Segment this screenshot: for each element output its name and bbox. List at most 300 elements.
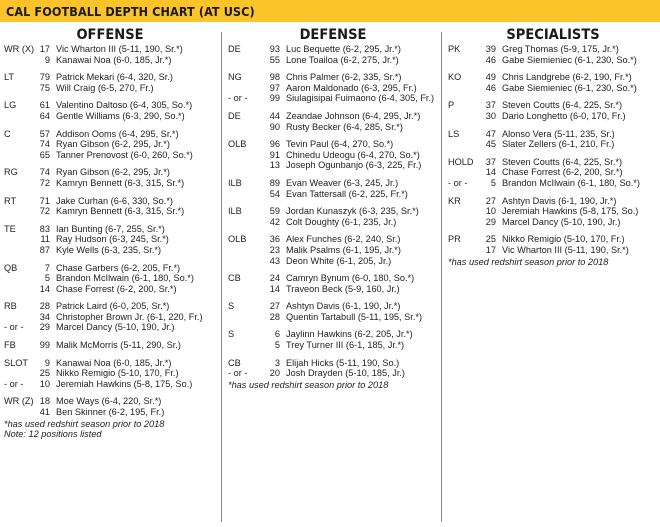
column-divider-right [441,32,442,522]
depth-row [4,273,216,284]
jersey-number: 11 [40,234,50,245]
depth-row [4,111,216,122]
jersey-number: 29 [39,322,50,333]
position-group [4,358,216,390]
player-name: Dario Longhetto (6-0, 170, Fr.) [502,110,626,121]
depth-row [4,301,216,312]
depth-row [228,55,438,66]
player-name: Jordan Kunaszyk (6-3, 235, Sr.*) [286,206,419,217]
position-group [448,157,658,189]
position-label: - or - [448,177,468,188]
jersey-number: 37 [485,156,496,167]
depth-row [448,111,658,122]
depth-row [4,379,216,390]
depth-row [448,245,658,256]
position-label [448,245,474,256]
depth-row [4,167,216,178]
position-label [448,139,474,150]
player-name: Vic Wharton III (5-11, 190, Sr.*) [502,244,629,255]
player-name: Gentle Williams (6-3, 290, So.*) [56,110,185,121]
player-name: Chris Palmer (6-2, 335, Sr.*) [286,72,402,83]
position-group [228,358,438,379]
depth-row [228,83,438,94]
position-label [4,178,32,189]
position-label [4,139,32,150]
player-name: Kanawai Noa (6-0, 185, Jr.*) [56,54,172,65]
player-name: Tevin Paul (6-4, 270, So.*) [286,139,394,150]
jersey-number: 27 [269,301,280,312]
player-name: Will Craig (6-5, 270, Fr.) [56,82,154,93]
depth-row [4,407,216,418]
position-group [228,301,438,322]
jersey-number: 13 [269,160,280,171]
depth-row [4,263,216,274]
position-label: S [228,301,235,312]
position-label [4,284,32,295]
position-label [448,167,474,178]
position-group [4,340,216,351]
position-label [4,83,32,94]
player-name: Ryan Gibson (6-2, 295, Jr.*) [56,139,170,150]
position-label: S [228,329,235,340]
position-group [228,44,438,65]
position-label: SLOT [4,357,28,368]
position-label [4,273,32,284]
position-label [228,55,258,66]
player-name: Nikko Remigio (5-10, 170, Fr.) [502,234,625,245]
position-group [448,72,658,93]
position-group [228,178,438,199]
depth-row [4,312,216,323]
player-name: Camryn Bynum (6-0, 180, So.*) [286,273,415,284]
depth-row [228,358,438,369]
depth-row [228,139,438,150]
position-label: WR (X) [4,44,35,54]
depth-row [448,55,658,66]
position-label [4,150,32,161]
player-name: Trey Turner III (6-1, 185, Jr.*) [286,340,405,351]
depth-row [4,224,216,235]
player-name: Ashtyn Davis (6-1, 190, Jr.*) [286,301,401,312]
player-name: Rusty Becker (6-4, 285, Sr.*) [286,121,403,132]
position-group [4,72,216,93]
position-label [448,55,474,66]
jersey-number: 39 [485,44,496,54]
jersey-number: 72 [39,206,50,217]
jersey-number: 98 [269,72,280,83]
jersey-number: 89 [269,177,280,188]
depth-row [4,234,216,245]
jersey-number: 14 [485,167,496,178]
depth-row [4,178,216,189]
position-label: CB [228,273,241,284]
jersey-number: 97 [269,82,280,93]
jersey-number: 65 [39,149,50,160]
jersey-number: 83 [39,223,50,234]
player-name: Josh Drayden (5-10, 185, Jr.) [286,368,405,379]
position-group [228,139,438,171]
jersey-number: 17 [485,244,496,255]
position-group [4,263,216,295]
jersey-number: 96 [269,139,280,150]
position-label: DE [228,44,241,54]
depth-row [228,111,438,122]
player-name: Chase Forrest (6-2, 200, Sr.*) [56,283,177,294]
defense-header: DEFENSE [299,27,367,43]
depth-row [4,284,216,295]
position-label: QB [4,262,18,273]
depth-row [228,273,438,284]
position-group [448,234,658,255]
jersey-number: 20 [269,368,280,379]
position-label: KO [448,72,462,83]
jersey-number: 9 [44,357,50,368]
depth-row [448,217,658,228]
jersey-number: 90 [269,121,280,132]
depth-row [4,83,216,94]
position-label: KR [448,195,461,206]
depth-row [4,196,216,207]
depth-row [4,340,216,351]
footnote: Note: 12 positions listed [4,429,102,440]
position-group [4,129,216,161]
depth-row [228,368,438,379]
player-name: Lone Toailoa (6-2, 275, Jr.*) [286,54,399,65]
position-label: NG [228,72,242,83]
depth-row [4,55,216,66]
position-label [448,111,474,122]
depth-row [228,122,438,133]
player-name: Gabe Siemieniec (6-1, 230, So.*) [502,82,637,93]
depth-row [4,129,216,140]
depth-row [4,245,216,256]
depth-row [228,217,438,228]
position-group [448,196,658,228]
jersey-number: 46 [485,54,496,65]
offense-groups [4,44,216,440]
position-label [4,407,32,418]
position-group [228,234,438,266]
position-label [228,83,258,94]
jersey-number: 64 [39,110,50,121]
player-name: Chase Garbers (6-2, 205, Fr.*) [56,262,181,273]
position-group [228,273,438,294]
depth-row [4,322,216,333]
depth-row [448,157,658,168]
player-name: Luc Bequette (6-2, 295, Jr.*) [286,44,401,54]
depth-row [448,83,658,94]
depth-row [448,44,658,55]
jersey-number: 99 [269,93,280,104]
depth-row [448,178,658,189]
player-name: Chinedu Udeogu (6-4, 270, So.*) [286,149,420,160]
player-name: Colt Doughty (6-1, 235, Jr.) [286,216,397,227]
position-label: LS [448,128,460,139]
player-name: Kyle Wells (6-3, 235, Sr.*) [56,244,162,255]
player-name: Malik McMorris (5-11, 290, Sr.) [56,340,181,351]
position-label [4,206,32,217]
jersey-number: 43 [269,255,280,266]
position-label [228,312,258,323]
player-name: Kamryn Bennett (6-3, 315, Sr.*) [56,177,185,188]
jersey-number: 30 [485,110,496,121]
player-name: Evan Weaver (6-3, 245, Jr.) [286,177,399,188]
position-label: OLB [228,234,247,245]
player-name: Jake Curhan (6-6, 330, So.*) [56,195,173,206]
position-label [228,256,258,267]
position-label [228,160,258,171]
position-label [228,122,258,133]
position-label: ILB [228,177,242,188]
title-banner [0,0,660,22]
jersey-number: 27 [485,195,496,206]
position-label [4,55,32,66]
position-group [4,301,216,333]
depth-row [228,301,438,312]
position-label: HOLD [448,156,474,167]
jersey-number: 74 [39,167,50,178]
jersey-number: 25 [39,368,50,379]
footnote: *has used redshirt season prior to 2018 [228,379,389,390]
depth-row [228,178,438,189]
offense-header: OFFENSE [76,27,144,43]
position-label: DE [228,110,241,121]
position-label [228,189,258,200]
position-group [4,224,216,256]
offense-column [4,26,216,440]
player-name: Brandon McIlwain (6-1, 180, So.*) [56,273,194,284]
jersey-number: 17 [39,44,50,54]
player-name: Malik Psalms (6-1, 195, Jr.*) [286,244,401,255]
jersey-number: 5 [44,273,50,284]
position-group [448,44,658,65]
position-group [228,72,438,104]
player-name: Jeremiah Hawkins (5-8, 175, So.) [502,206,639,217]
position-label: - or - [4,378,24,389]
player-name: Addison Ooms (6-4, 295, Sr.*) [56,128,179,139]
position-label [228,150,258,161]
position-label [448,83,474,94]
depth-row [228,189,438,200]
player-name: Marcel Dancy (5-10, 190, Jr.) [502,216,621,227]
jersey-number: 24 [269,273,280,284]
depth-row [228,44,438,55]
player-name: Greg Thomas (5-9, 175, Jr.*) [502,44,619,54]
jersey-number: 42 [269,216,280,227]
jersey-number: 93 [269,44,280,54]
depth-row [448,139,658,150]
player-name: Kanawai Noa (6-0, 185, Jr.*) [56,357,172,368]
jersey-number: 74 [39,139,50,150]
position-label [4,245,32,256]
depth-row [228,340,438,351]
player-name: Ryan Gibson (6-2, 295, Jr.*) [56,167,170,178]
player-name: Evan Tattersall (6-2, 225, Fr.*) [286,188,408,199]
position-label: C [4,128,11,139]
position-label: RG [4,167,18,178]
jersey-number: 6 [274,329,280,340]
depth-row [4,396,216,407]
footnote: *has used redshirt season prior to 2018 [4,418,165,429]
jersey-number: 10 [485,206,496,217]
position-label [4,234,32,245]
player-name: Chase Forrest (6-2, 200, Sr.*) [502,167,623,178]
jersey-number: 25 [485,234,496,245]
depth-row [228,329,438,340]
jersey-number: 3 [274,357,280,368]
jersey-number: 29 [485,216,496,227]
depth-row [228,72,438,83]
player-name: Patrick Mekari (6-4, 320, Sr.) [56,72,173,83]
jersey-number: 55 [269,54,280,65]
jersey-number: 61 [39,100,50,111]
player-name: Ray Hudson (6-3, 245, Sr.*) [56,234,169,245]
position-label: - or - [228,93,248,104]
footnote: *has used redshirt season prior to 2018 [448,256,609,267]
position-label: PK [448,44,461,54]
position-label: OLB [228,139,247,150]
depth-row [4,358,216,369]
player-name: Aaron Maldonado (6-3, 295, Fr.) [286,82,417,93]
position-label [4,111,32,122]
jersey-number: 46 [485,82,496,93]
jersey-number: 59 [269,206,280,217]
jersey-number: 72 [39,177,50,188]
position-label [228,284,258,295]
position-group [4,167,216,188]
jersey-number: 99 [39,340,50,351]
jersey-number: 91 [269,149,280,160]
jersey-number: 10 [39,378,50,389]
depth-row [448,206,658,217]
defense-groups [228,44,438,390]
player-name: Kamryn Bennett (6-3, 315, Sr.*) [56,206,185,217]
player-name: Gabe Siemieniec (6-1, 230, So.*) [502,54,637,65]
position-label: LT [4,72,15,83]
depth-row [228,150,438,161]
position-label [4,312,32,323]
jersey-number: 37 [485,100,496,111]
jersey-number: 57 [39,128,50,139]
position-group [448,100,658,121]
specialists-groups [448,44,658,267]
position-label: WR (Z) [4,396,34,407]
jersey-number: 5 [274,340,280,351]
player-name: Ian Bunting (6-7, 255, Sr.*) [56,223,165,234]
depth-row [448,129,658,140]
player-name: Steven Coutts (6-4, 225, Sr.*) [502,100,623,111]
jersey-number: 41 [39,407,50,418]
depth-row [228,93,438,104]
position-label: - or - [4,322,24,333]
jersey-number: 45 [485,139,496,150]
jersey-number: 79 [39,72,50,83]
position-group [4,100,216,121]
player-name: Nikko Remigio (5-10, 170, Fr.) [56,368,179,379]
position-group [228,111,438,132]
page-title: CAL FOOTBALL DEPTH CHART (AT USC) [6,4,255,19]
position-label [228,217,258,228]
position-label: ILB [228,206,242,217]
player-name: Traveon Beck (5-9, 160, Jr.) [286,283,400,294]
jersey-number: 5 [490,177,496,188]
position-label: PR [448,234,461,245]
position-group [228,206,438,227]
jersey-number: 9 [44,54,50,65]
depth-row [4,100,216,111]
jersey-number: 28 [269,311,280,322]
jersey-number: 54 [269,188,280,199]
jersey-number: 7 [44,262,50,273]
depth-row [448,234,658,245]
depth-row [448,196,658,207]
player-name: Jeremiah Hawkins (5-8, 175, So.) [56,378,193,389]
player-name: Valentino Daltoso (6-4, 305, So.*) [56,100,193,111]
position-label: LG [4,100,17,111]
depth-row [228,245,438,256]
jersey-number: 23 [269,244,280,255]
jersey-number: 36 [269,234,280,245]
player-name: Quentin Tartabull (5-11, 195, Sr.*) [286,311,423,322]
position-label [448,217,474,228]
column-divider-left [221,32,222,522]
depth-row [4,44,216,55]
jersey-number: 28 [39,301,50,312]
position-label [448,206,474,217]
player-name: Ashtyn Davis (6-1, 190, Jr.*) [502,195,617,206]
player-name: Alex Funches (6-2, 240, Sr.) [286,234,401,245]
position-group [448,129,658,150]
player-name: Elijah Hicks (5-11, 190, So.) [286,357,400,368]
depth-row [4,72,216,83]
player-name: Ben Skinner (6-2, 195, Fr.) [56,407,165,418]
player-name: Christopher Brown Jr. (6-1, 220, Fr.) [56,311,203,322]
player-name: Steven Coutts (6-4, 225, Sr.*) [502,156,623,167]
player-name: Alonso Vera (5-11, 235, Sr.) [502,128,615,139]
position-label [4,368,32,379]
position-label [228,340,258,351]
jersey-number: 34 [39,311,50,322]
depth-row [4,139,216,150]
jersey-number: 47 [485,128,496,139]
player-name: Slater Zellers (6-1, 210, Fr.) [502,139,615,150]
depth-row [228,234,438,245]
depth-row [228,284,438,295]
player-name: Joseph Ogunbanjo (6-3, 225, Fr.) [286,160,422,171]
position-label: - or - [228,368,248,379]
player-name: Tanner Prenovost (6-0, 260, So.*) [56,149,193,160]
position-label: TE [4,223,16,234]
player-name: Zeandae Johnson (6-4, 295, Jr.*) [286,110,421,121]
depth-row [228,206,438,217]
jersey-number: 75 [39,82,50,93]
position-label: FB [4,340,16,351]
position-group [4,196,216,217]
position-group [228,329,438,350]
position-label: RB [4,301,17,312]
depth-row [228,312,438,323]
specialists-column [448,26,658,267]
depth-row [4,368,216,379]
player-name: Patrick Laird (6-0, 205, Sr.*) [56,301,170,312]
position-group [4,396,216,417]
jersey-number: 14 [39,283,50,294]
jersey-number: 14 [269,283,280,294]
player-name: Jaylinn Hawkins (6-2, 205, Jr.*) [286,329,413,340]
depth-row [228,256,438,267]
position-label: RT [4,195,17,206]
player-name: Moe Ways (6-4, 220, Sr.*) [56,396,162,407]
